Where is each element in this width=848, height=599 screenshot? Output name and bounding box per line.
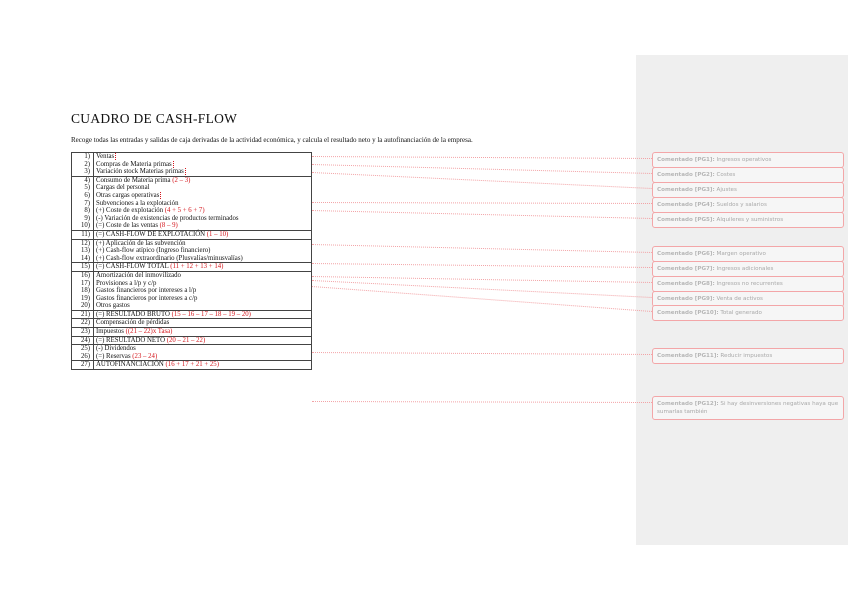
row-formula: (16 + 17 + 21 + 25) [165,361,219,369]
row-cell [94,239,312,247]
table-row [72,168,312,176]
row-cell [94,361,312,370]
row-cell [94,287,312,295]
table-row [72,215,312,223]
row-cell [94,222,312,230]
row-cell [94,353,312,361]
comment-text: Alquileres y suministros [714,217,784,223]
row-cell [94,215,312,223]
row-cell [94,328,312,337]
row-formula: (11 + 12 + 13 + 14) [170,263,224,271]
row-cell [94,168,312,176]
row-label: (=) Reservas [96,352,133,360]
comment-author: Comentado [PG11]: [657,353,719,359]
table-row [72,176,312,184]
row-number: 3) [72,168,94,176]
document-title: CUADRO DE CASH-FLOW [71,111,238,126]
table-row [72,345,312,353]
table-row [72,255,312,263]
table-row [72,336,312,345]
comment-bubble[interactable] [652,348,844,364]
table-row [72,287,312,295]
row-label: Otras cargas operativas [96,191,160,199]
row-cell [94,280,312,288]
comment-text: Costes [714,172,736,178]
row-cell [94,200,312,208]
row-number: 4) [72,176,94,184]
row-label: Compras de Materia primas [96,160,172,168]
row-number: 1) [72,153,94,161]
row-label: (=) CASH-FLOW DE EXPLOTACIÓN [96,230,207,238]
comment-author: Comentado [PG10]: [657,310,719,316]
row-label: Gastos financieros por intereses a l/p [96,287,197,295]
row-number: 7) [72,200,94,208]
intro-paragraph: Recoge todas las entradas y salidas de caja derivadas de la actividad económica, y calcula el resultado neto y la autofinanciación de la empresa. [71,136,473,144]
row-cell [94,263,312,272]
row-formula: (20 – 21 – 22) [166,336,206,344]
row-formula: (8 – 9) [159,222,178,230]
table-row [72,184,312,192]
row-cell [94,295,312,303]
row-number: 11) [72,230,94,239]
row-number: 14) [72,255,94,263]
row-formula: (1 – 10) [206,230,229,238]
row-number: 9) [72,215,94,223]
row-number: 25) [72,345,94,353]
row-cell [94,192,312,200]
table-row [72,207,312,215]
row-number: 26) [72,353,94,361]
row-label: Variación stock Materias primas [96,168,184,176]
comment-author: Comentado [PG4]: [657,202,715,208]
row-formula: (4 + 5 + 6 + 7) [164,207,205,215]
comment-text: Ajustes [714,187,737,193]
row-number: 5) [72,184,94,192]
row-number: 19) [72,295,94,303]
comment-text: Si hay desinversiones negativas haya que sumarlas también [657,401,839,415]
comment-bubble[interactable] [652,305,844,321]
row-label: (=) RESULTADO NETO [96,336,167,344]
comment-text: Venta de activos [714,296,763,302]
row-label: Provisiones a l/p y c/p [96,279,157,287]
row-number: 12) [72,239,94,247]
row-number: 23) [72,328,94,337]
row-cell [94,319,312,328]
cash-flow-table [71,152,312,370]
row-number: 17) [72,280,94,288]
comment-bubble[interactable] [652,396,844,420]
row-label: (+) Cash-flow extraordinario (Plusvalías/minusvalías) [96,254,243,262]
row-number: 2) [72,161,94,169]
row-number: 27) [72,361,94,370]
row-number: 22) [72,319,94,328]
row-label: Amortización del inmovilizado [96,271,181,279]
row-number: 20) [72,302,94,310]
row-cell [94,302,312,310]
row-label: (=) CASH-FLOW TOTAL [96,263,171,271]
row-cell [94,153,312,161]
row-formula: (23 – 24) [132,352,158,360]
comment-bubble[interactable] [652,212,844,228]
table-row [72,263,312,272]
row-number: 10) [72,222,94,230]
comment-author: Comentado [PG12]: [657,401,719,407]
row-label: Impuestos [96,328,126,336]
row-label: (+) Aplicación de las subvención [96,239,186,247]
row-cell [94,176,312,184]
comment-author: Comentado [PG2]: [657,172,715,178]
table-row [72,319,312,328]
row-formula: (2 – 3) [172,176,191,184]
comment-bubble[interactable] [652,167,844,183]
comment-bubble[interactable] [652,182,844,198]
table-row [72,200,312,208]
row-label: Gastos financieros por intereses a c/p [96,294,198,302]
row-formula: ((21 – 22)x Tasa) [125,328,173,336]
comment-text: Ingresos no recurrentes [714,281,783,287]
table-row [72,192,312,200]
row-cell [94,230,312,239]
row-label: (-) Dividendos [96,345,136,353]
comment-author: Comentado [PG8]: [657,281,715,287]
row-number: 15) [72,263,94,272]
row-label: (=) RESULTADO BRUTO [96,310,172,318]
row-cell [94,184,312,192]
row-cell [94,271,312,279]
row-number: 8) [72,207,94,215]
table-row [72,247,312,255]
comment-text: Reducir impuestos [718,353,773,359]
table-row [72,280,312,288]
row-label: AUTOFINANCIACIÓN [96,361,166,369]
comment-bubble[interactable] [652,152,844,168]
comment-author: Comentado [PG9]: [657,296,715,302]
comment-author: Comentado [PG7]: [657,266,715,272]
row-label: (-) Variación de existencias de productos terminados [96,214,239,222]
table-row [72,302,312,310]
table-row [72,310,312,319]
table-row [72,353,312,361]
row-cell [94,310,312,319]
row-label: Cargas del personal [96,184,150,192]
row-label: Ventas [96,153,115,160]
row-cell [94,247,312,255]
comment-text: Ingresos adicionales [714,266,774,272]
comment-text: Ingresos operativos [714,157,772,163]
table-row [72,239,312,247]
table-row [72,361,312,370]
table-row [72,295,312,303]
row-cell [94,336,312,345]
row-cell [94,255,312,263]
row-label: Compensación de pérdidas [96,319,170,327]
comment-text: Sueldos y salarios [714,202,767,208]
row-label: Otros gastos [96,302,130,310]
comment-bubble[interactable] [652,197,844,213]
row-label: Consumo de Materia prima [96,176,173,184]
table-row [72,222,312,230]
comment-author: Comentado [PG5]: [657,217,715,223]
comment-author: Comentado [PG6]: [657,251,715,257]
row-number: 18) [72,287,94,295]
comment-text: Margen operativo [714,251,766,257]
table-row [72,230,312,239]
comment-author: Comentado [PG1]: [657,157,715,163]
comment-bubble[interactable] [652,246,844,262]
row-number: 24) [72,336,94,345]
row-number: 13) [72,247,94,255]
comment-bubble[interactable] [652,276,844,292]
row-number: 16) [72,271,94,279]
row-label: Subvenciones a la explotación [96,199,179,207]
row-label: (+) Cash-flow atípico (Ingreso financiero) [96,247,211,255]
row-formula: (15 – 16 – 17 – 18 – 19 – 20) [171,310,251,318]
table-row [72,271,312,279]
row-label: (+) Coste de explotación [96,207,165,215]
table-row [72,328,312,337]
row-label: (=) Coste de las ventas [96,222,160,230]
row-cell [94,161,312,169]
comment-bubble[interactable] [652,261,844,277]
row-cell [94,345,312,353]
table-row [72,153,312,161]
comment-author: Comentado [PG3]: [657,187,715,193]
row-number: 21) [72,310,94,319]
comment-text: Total generado [718,310,762,316]
table-row [72,161,312,169]
row-number: 6) [72,192,94,200]
row-cell [94,207,312,215]
